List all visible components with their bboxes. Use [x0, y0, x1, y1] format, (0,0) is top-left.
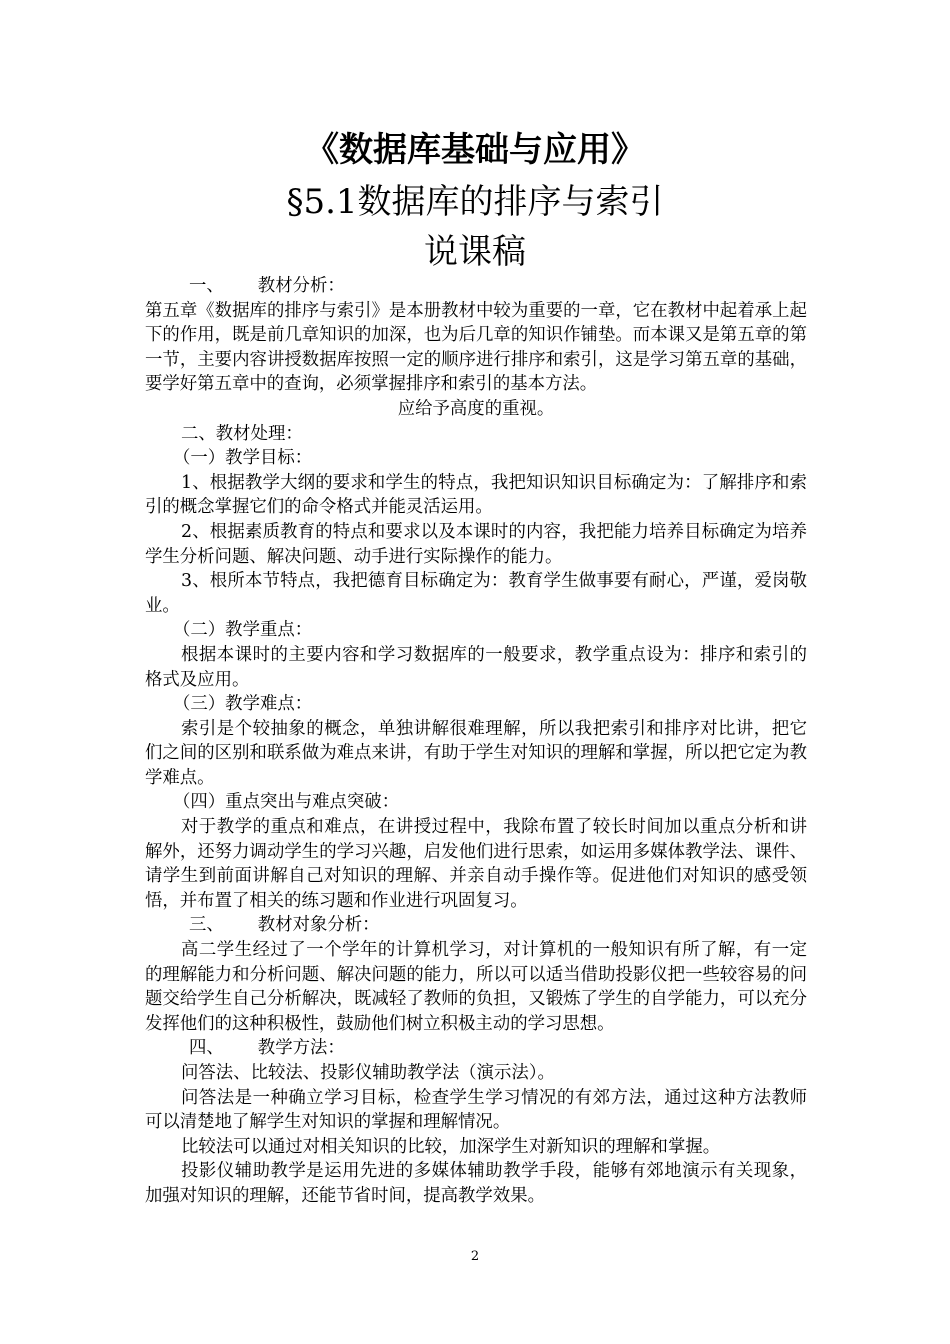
paragraph: 对于教学的重点和难点，在讲授过程中，我除布置了较长时间加以重点分析和讲解外，还努力调动学生的学习兴趣，启发他们进行思索，如运用多媒体教学法、课件、请学生到前面讲解自己对知识的理解、并亲自动手操作等。促进他们对知识的感受领悟，并布置了相关的练习题和作业进行巩固复习。	[145, 817, 807, 911]
subsection-heading: （一）教学目标：	[173, 448, 313, 469]
page-number: 2	[470, 1249, 480, 1264]
section-title: 教学方法：	[257, 1038, 345, 1059]
document-type: 说课稿	[424, 232, 526, 272]
paragraph: 2、根据素质教育的特点和要求以及本课时的内容，我把能力培养目标确定为培养学生分析问题、解决问题、动手进行实际操作的能力。	[145, 521, 807, 567]
section-heading-3	[145, 913, 807, 938]
document-title: 《数据库基础与应用》	[305, 130, 645, 170]
paragraph: 索引是个较抽象的概念，单独讲解很难理解，所以我把索引和排序对比讲，把它们之间的区别和联系做为难点来讲，有助于学生对知识的理解和掌握，所以把它定为教学难点。	[145, 718, 807, 788]
subsection-heading: （四）重点突出与难点突破：	[173, 792, 400, 813]
section-title: 教材对象分析：	[257, 915, 380, 936]
paragraph: 问答法、比较法、投影仪辅助教学法（演示法）。	[181, 1063, 555, 1083]
subsection-heading: （三）教学难点：	[173, 694, 313, 715]
paragraph: 投影仪辅助教学是运用先进的多媒体辅助教学手段，能够有郊地演示有关现象，加强对知识的理解，还能节省时间，提高教学效果。	[145, 1161, 807, 1206]
paragraph: 比较法可以通过对相关知识的比较，加深学生对新知识的理解和掌握。	[181, 1136, 721, 1157]
document-body	[145, 274, 807, 1209]
subsection-heading: （二）教学重点：	[173, 620, 313, 641]
section-number: 四、	[189, 1038, 224, 1059]
paragraph: 3、根所本节特点，我把德育目标确定为：教育学生做事要有耐心，严谨，爱岗敬业。	[145, 571, 807, 616]
paragraph: 问答法是一种确立学习目标，检查学生学习情况的有郊方法，通过这种方法教师可以清楚地了解学生对知识的掌握和理解情况。	[145, 1087, 807, 1133]
document-subtitle: §5.1数据库的排序与索引	[286, 182, 664, 222]
section-heading-4	[145, 1036, 807, 1061]
paragraph: 高二学生经过了一个学年的计算机学习，对计算机的一般知识有所了解，有一定的理解能力和分析问题、解决问题的能力，所以可以适当借助投影仪把一些较容易的问题交给学生自己分析解决，既减轻了教师的负担，又锻炼了学生的自学能力，可以充分发挥他们的这种积极性，鼓励他们树立积极主动的学习思想。	[145, 940, 807, 1034]
paragraph: 根据本课时的主要内容和学习数据库的一般要求，教学重点设为：排序和索引的格式及应用。	[145, 644, 807, 690]
section-heading-2: 二、教材处理：	[181, 423, 303, 444]
paragraph: 第五章《数据库的排序与索引》是本册教材中较为重要的一章，它在教材中起着承上起下的作用，既是前几章知识的加深，也为后几章的知识作铺垫。而本课又是第五章的第一节，主要内容讲授数据库按照一定的顺序进行排序和索引，这是学习第五章的基础，要学好第五章中的查询，必须掌握排序和索引的基本方法。	[145, 300, 807, 395]
section-number: 三、	[189, 915, 224, 936]
paragraph: 1、根据教学大纲的要求和学生的特点，我把知识知识目标确定为：了解排序和索引的概念掌握它们的命令格式并能灵活运用。	[145, 472, 807, 518]
paragraph: 应给予高度的重视。	[397, 398, 555, 419]
section-number: 一、	[189, 276, 224, 296]
section-title: 教材分析：	[257, 276, 345, 296]
section-heading-1	[145, 274, 807, 299]
